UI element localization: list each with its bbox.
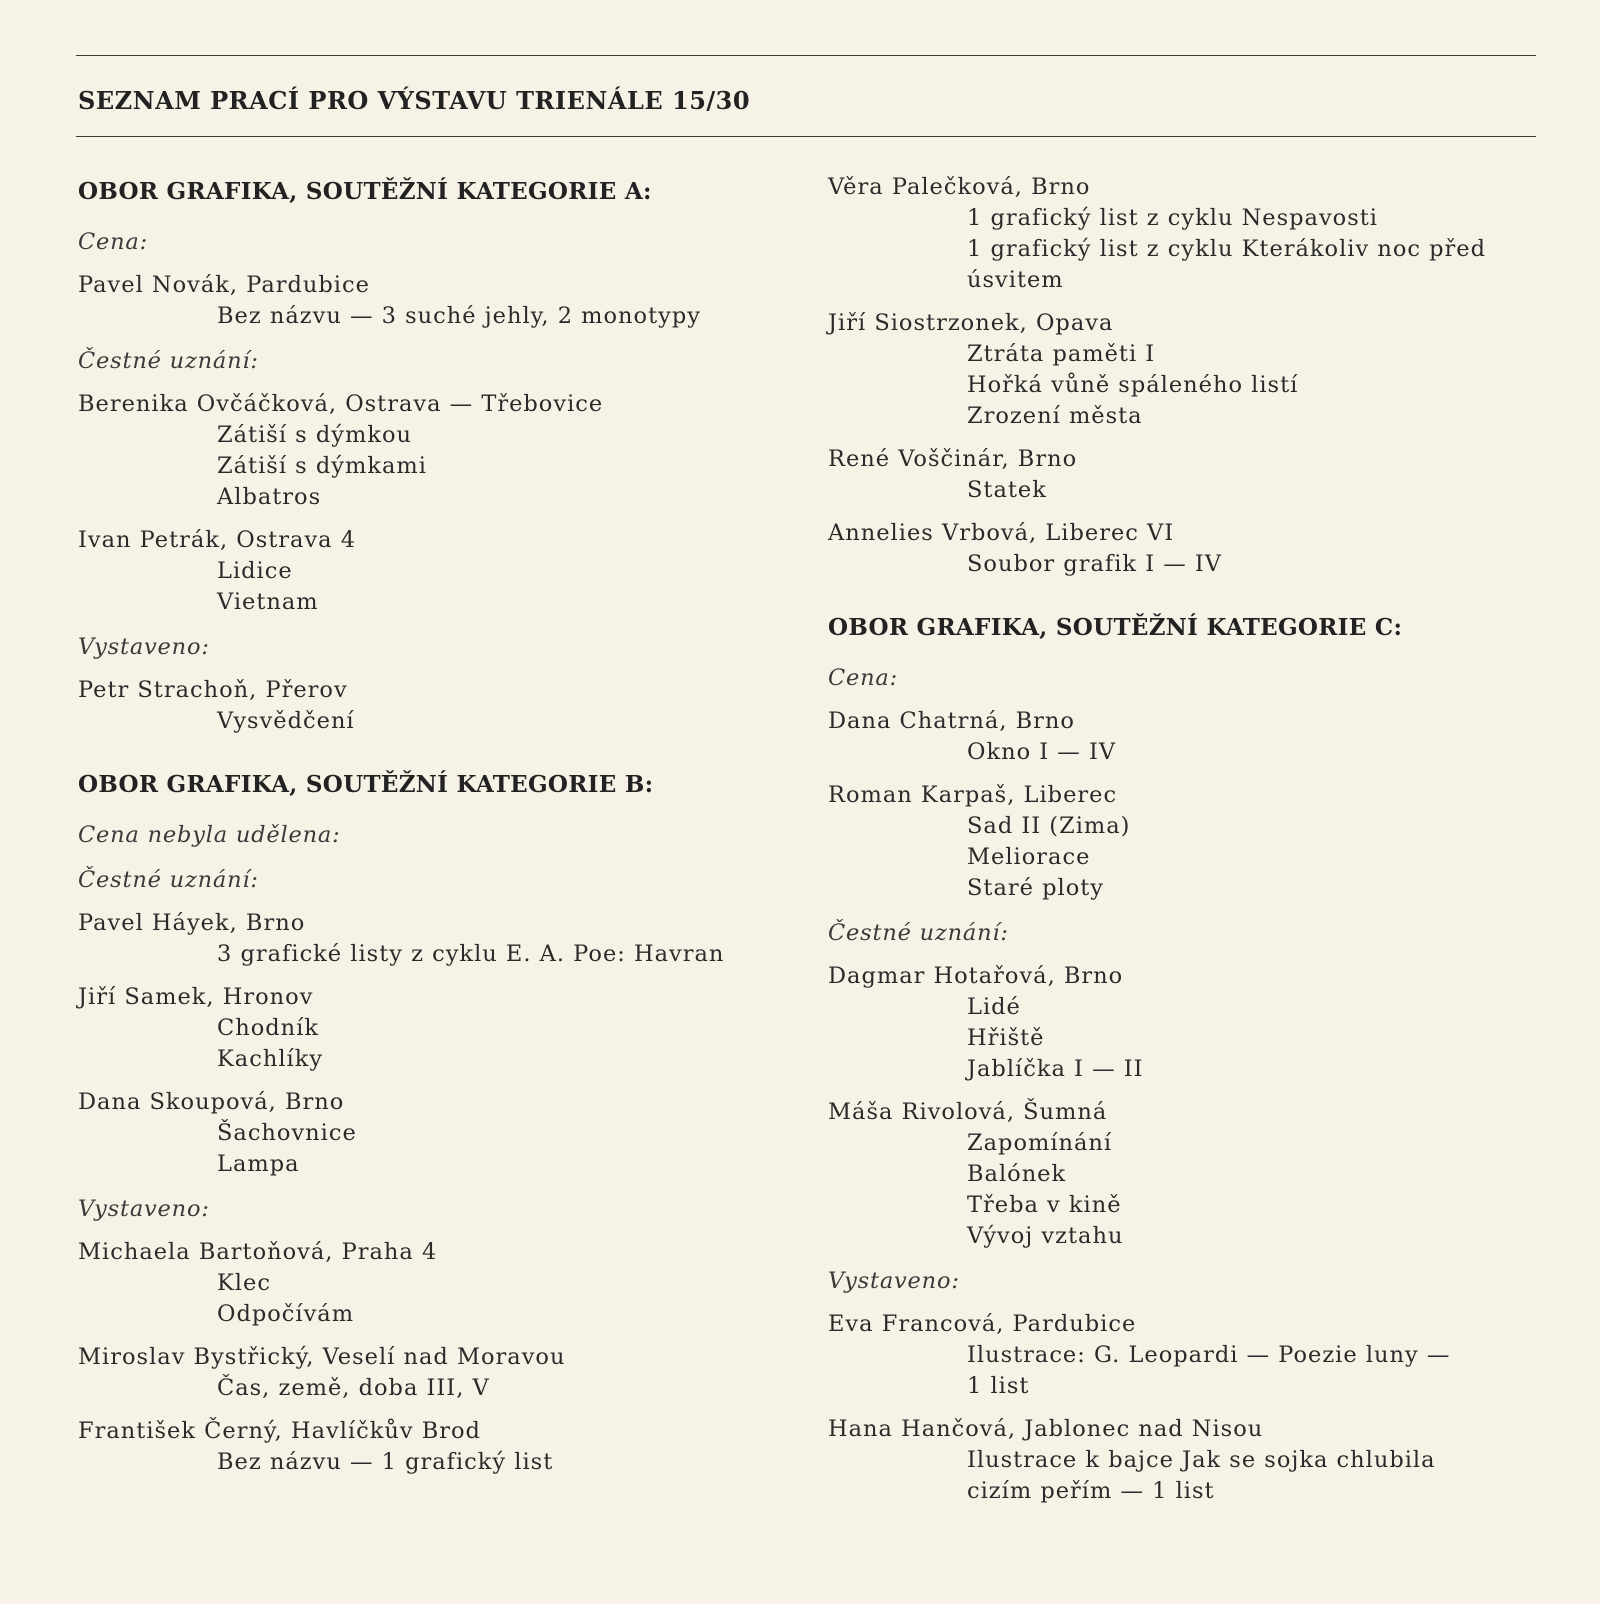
artist-entry	[78, 675, 778, 737]
award-group	[78, 820, 778, 851]
work-title: Okno I — IV	[967, 739, 1117, 765]
work-title: Zrození města	[967, 403, 1143, 429]
award-group	[78, 632, 778, 737]
work-title: Hřiště	[967, 1025, 1045, 1051]
category-section	[78, 771, 778, 1478]
artist-name: Eva Francová, Pardubice	[828, 1311, 1137, 1337]
page-title: SEZNAM PRACÍ PRO VÝSTAVU TRIENÁLE 15/30	[78, 86, 751, 115]
artist-entry	[828, 444, 1548, 506]
artist-name: Máša Rivolová, Šumná	[828, 1099, 1108, 1125]
artist-entry	[78, 270, 778, 332]
artist-name: Annelies Vrbová, Liberec VI	[828, 520, 1175, 546]
artist-entry	[78, 908, 778, 970]
award-label: Čestné uznání:	[78, 348, 259, 374]
work-title: 1 grafický list z cyklu Nespavosti	[967, 205, 1378, 231]
work-title: Lidé	[967, 994, 1021, 1020]
artist-name: Miroslav Bystřický, Veselí nad Moravou	[78, 1344, 566, 1370]
right-column	[828, 172, 1548, 1541]
work-title: Balónek	[967, 1161, 1067, 1187]
artist-entry	[828, 1309, 1548, 1402]
work-title: Vývoj vztahu	[967, 1223, 1124, 1249]
award-group	[828, 918, 1548, 1252]
work-title: Meliorace	[967, 844, 1091, 870]
work-title: Bez názvu — 1 grafický list	[217, 1449, 554, 1475]
artist-name: Michaela Bartoňová, Praha 4	[78, 1239, 438, 1265]
award-label: Čestné uznání:	[828, 920, 1009, 946]
work-title: Klec	[217, 1270, 271, 1296]
artist-name: Jiří Samek, Hronov	[78, 984, 314, 1010]
artist-entry	[828, 961, 1548, 1085]
section-title: OBOR GRAFIKA, SOUTĚŽNÍ KATEGORIE C:	[828, 614, 1403, 641]
artist-name: Berenika Ovčáčková, Ostrava — Třebovice	[78, 391, 604, 417]
work-title: Hořká vůně spáleného listí	[967, 372, 1299, 398]
award-group	[78, 1194, 778, 1478]
work-title: Bez názvu — 3 suché jehly, 2 monotypy	[217, 303, 701, 329]
work-title: Albatros	[217, 484, 322, 510]
work-title: 1 grafický list z cyklu Kterákoliv noc před	[967, 236, 1487, 262]
work-title: cizím peřím — 1 list	[967, 1478, 1215, 1504]
section-title: OBOR GRAFIKA, SOUTĚŽNÍ KATEGORIE B:	[78, 771, 654, 798]
work-title: Ilustrace k bajce Jak se sojka chlubila	[967, 1447, 1436, 1473]
artist-name: René Voščinár, Brno	[828, 446, 1078, 472]
artist-entry	[78, 982, 778, 1075]
artist-entry	[828, 1097, 1548, 1252]
artist-name: Petr Strachoň, Přerov	[78, 677, 348, 703]
work-title: Zátiší s dýmkou	[217, 422, 412, 448]
work-title: Čas, země, doba III, V	[217, 1375, 490, 1401]
work-title: Lampa	[217, 1151, 300, 1177]
work-title: Statek	[967, 477, 1047, 503]
artist-entry	[828, 706, 1548, 768]
category-section	[828, 172, 1548, 580]
artist-name: Dagmar Hotařová, Brno	[828, 963, 1124, 989]
artist-entry	[828, 518, 1548, 580]
artist-entry	[828, 1414, 1548, 1507]
category-section	[78, 178, 778, 737]
artist-entry	[78, 389, 778, 513]
work-title: Vysvědčení	[217, 708, 355, 734]
work-title: Třeba v kině	[967, 1192, 1122, 1218]
work-title: Šachovnice	[217, 1120, 357, 1146]
artist-entry	[828, 780, 1548, 904]
artist-name: Dana Skoupová, Brno	[78, 1089, 345, 1115]
award-group	[78, 346, 778, 618]
artist-entry	[78, 1237, 778, 1330]
award-label: Vystaveno:	[78, 634, 210, 660]
artist-entry	[78, 525, 778, 618]
award-group	[78, 227, 778, 332]
award-group	[828, 1266, 1548, 1507]
award-label: Vystaveno:	[828, 1268, 960, 1294]
work-title: Odpočívám	[217, 1301, 355, 1327]
award-label: Cena:	[78, 229, 149, 255]
award-label: Cena:	[828, 665, 899, 691]
work-title: Ilustrace: G. Leopardi — Poezie luny —	[967, 1342, 1451, 1368]
top-rule	[76, 55, 1536, 56]
category-section	[828, 614, 1548, 1507]
work-title: Ztráta paměti I	[967, 341, 1156, 367]
work-title: Vietnam	[217, 589, 319, 615]
work-title: Jablíčka I — II	[967, 1056, 1144, 1082]
artist-name: Dana Chatrná, Brno	[828, 708, 1075, 734]
artist-entry	[78, 1087, 778, 1180]
title-rule	[76, 136, 1536, 137]
artist-name: Jiří Siostrzonek, Opava	[828, 310, 1114, 336]
artist-entry	[78, 1342, 778, 1404]
work-title: Lidice	[217, 558, 293, 584]
artist-entry	[828, 172, 1548, 296]
work-title: Sad II (Zima)	[967, 813, 1131, 839]
award-group	[78, 865, 778, 1180]
artist-entry	[828, 308, 1548, 432]
work-title: úsvitem	[967, 267, 1064, 293]
artist-entry	[78, 1416, 778, 1478]
work-title: 1 list	[967, 1373, 1030, 1399]
section-title: OBOR GRAFIKA, SOUTĚŽNÍ KATEGORIE A:	[78, 178, 652, 205]
award-label: Cena nebyla udělena:	[78, 822, 341, 848]
work-title: Kachlíky	[217, 1046, 324, 1072]
work-title: Soubor grafik I — IV	[967, 551, 1223, 577]
left-column	[78, 172, 778, 1512]
artist-name: Ivan Petrák, Ostrava 4	[78, 527, 357, 553]
work-title: Zátiší s dýmkami	[217, 453, 427, 479]
award-group	[828, 663, 1548, 904]
work-title: Staré ploty	[967, 875, 1104, 901]
award-group	[828, 172, 1548, 580]
award-label: Vystaveno:	[78, 1196, 210, 1222]
artist-name: Roman Karpaš, Liberec	[828, 782, 1118, 808]
artist-name: Pavel Háyek, Brno	[78, 910, 306, 936]
work-title: Zapomínání	[967, 1130, 1113, 1156]
award-label: Čestné uznání:	[78, 867, 259, 893]
artist-name: Věra Palečková, Brno	[828, 174, 1091, 200]
work-title: Chodník	[217, 1015, 319, 1041]
artist-name: František Černý, Havlíčkův Brod	[78, 1418, 481, 1444]
artist-name: Hana Hančová, Jablonec nad Nisou	[828, 1416, 1264, 1442]
work-title: 3 grafické listy z cyklu E. A. Poe: Havran	[217, 941, 725, 967]
artist-name: Pavel Novák, Pardubice	[78, 272, 370, 298]
